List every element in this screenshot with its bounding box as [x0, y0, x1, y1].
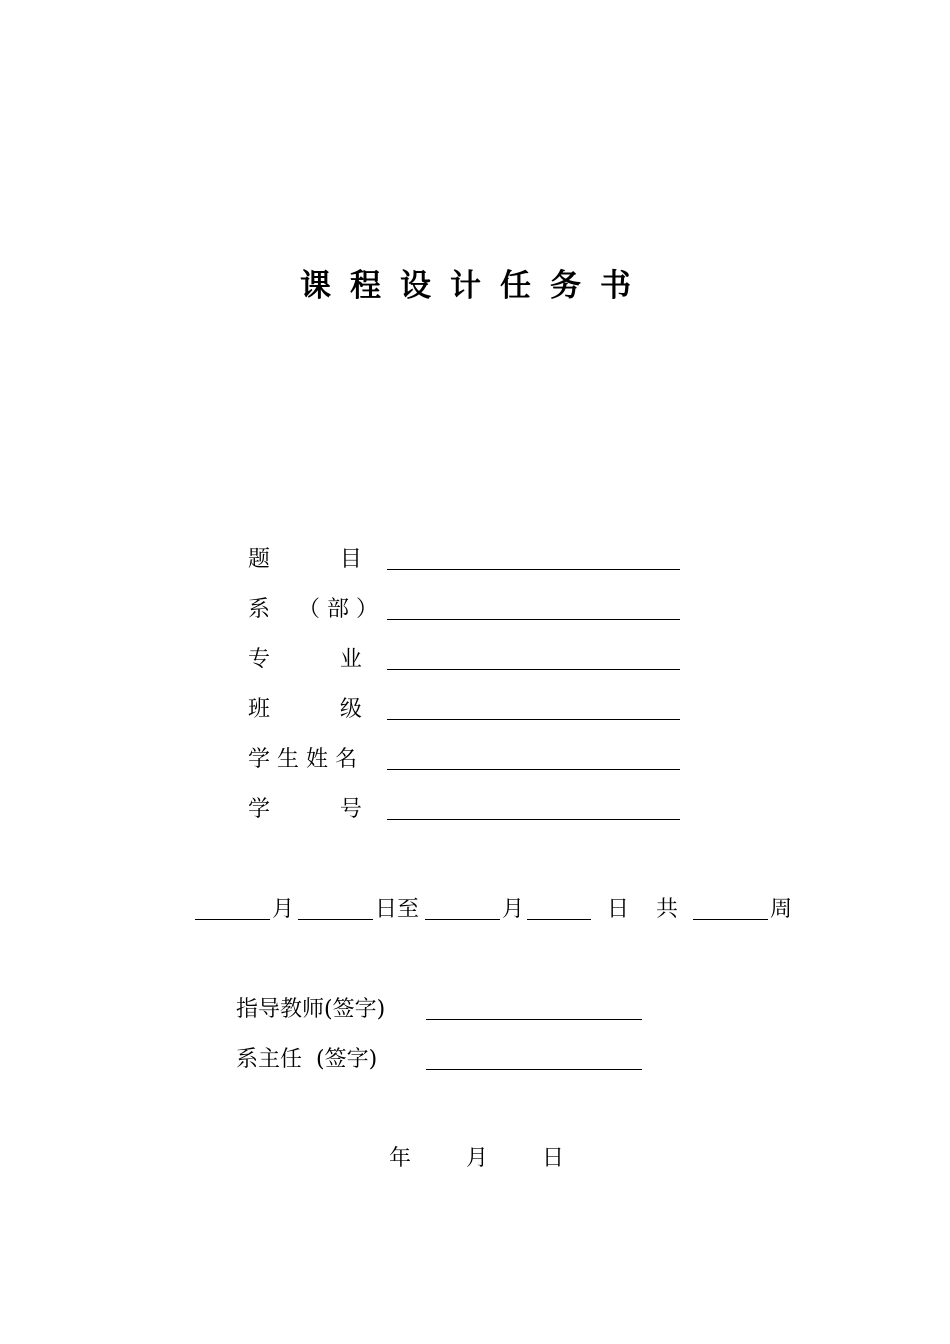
field-line-student-name[interactable]	[387, 769, 680, 770]
field-label-department: 系 （ 部 ）	[248, 597, 378, 622]
signature-line-advisor[interactable]	[426, 1019, 642, 1020]
date-line-start-day[interactable]	[298, 919, 373, 920]
field-label-class: 班 级	[248, 697, 362, 722]
date-text-day-to: 日至	[375, 897, 420, 922]
field-label-topic: 题 目	[248, 547, 362, 572]
date-text-total: 共	[656, 897, 679, 922]
date-line-weeks[interactable]	[693, 919, 768, 920]
date-text-month2: 月	[502, 897, 525, 922]
field-line-major[interactable]	[387, 669, 680, 670]
page-title: 课程设计任务书	[300, 268, 650, 304]
footer-date-day: 日	[542, 1146, 565, 1171]
date-text-month1: 月	[272, 897, 295, 922]
date-line-end-month[interactable]	[425, 919, 500, 920]
date-text-day: 日	[607, 897, 630, 922]
signature-label-director: 系主任 (签字)	[236, 1047, 378, 1072]
date-line-start-month[interactable]	[195, 919, 270, 920]
date-text-weeks: 周	[770, 897, 793, 922]
date-line-end-day[interactable]	[527, 919, 591, 920]
field-line-department[interactable]	[387, 619, 680, 620]
field-line-class[interactable]	[387, 719, 680, 720]
field-line-student-id[interactable]	[387, 819, 680, 820]
field-label-student-name: 学 生 姓 名	[248, 747, 357, 772]
signature-label-advisor: 指导教师(签字)	[236, 997, 386, 1022]
footer-date-month: 月	[466, 1146, 489, 1171]
field-label-major: 专 业	[248, 647, 362, 672]
footer-date-year: 年	[389, 1146, 412, 1171]
field-label-student-id: 学 号	[248, 797, 362, 822]
field-line-topic[interactable]	[387, 569, 680, 570]
signature-line-director[interactable]	[426, 1069, 642, 1070]
